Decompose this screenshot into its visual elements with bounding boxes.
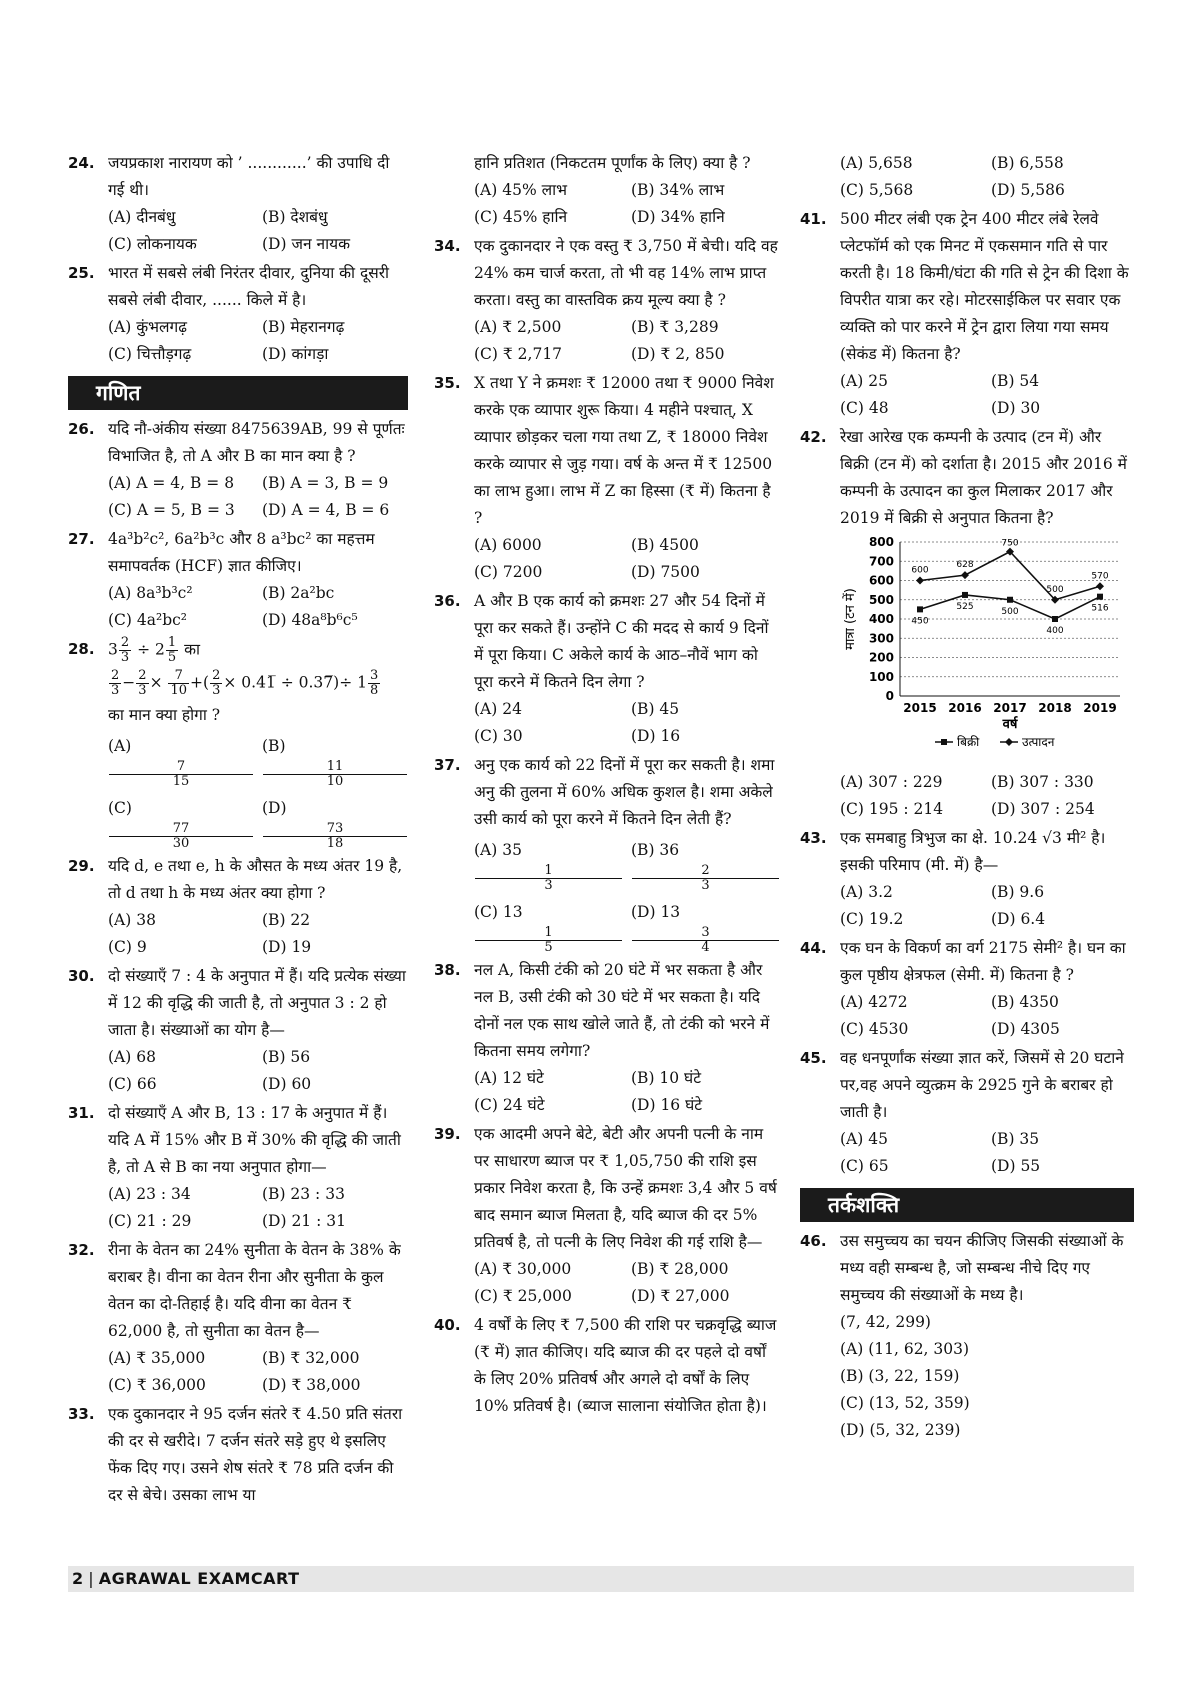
fraction bbox=[368, 669, 380, 698]
option-d: (D) 5,586 bbox=[991, 181, 1065, 199]
page-footer bbox=[68, 1566, 1134, 1592]
options bbox=[108, 470, 408, 524]
numerator: 2 bbox=[632, 864, 779, 879]
option-c: (C) 48 bbox=[840, 399, 889, 417]
option-b: (B) 307 : 330 bbox=[991, 773, 1094, 791]
question-number: 28. bbox=[68, 640, 95, 658]
denominator: 5 bbox=[167, 650, 177, 665]
fraction bbox=[475, 864, 622, 893]
numerator: 1 bbox=[475, 864, 622, 879]
fraction bbox=[475, 926, 622, 955]
fraction bbox=[109, 669, 121, 698]
question-number: 27. bbox=[68, 530, 95, 548]
option-label: (C) bbox=[108, 799, 132, 817]
series-point-square bbox=[962, 592, 968, 598]
option-c: (C) 4530 bbox=[840, 1020, 909, 1038]
question-34 bbox=[434, 233, 780, 368]
question-27 bbox=[68, 526, 408, 634]
option-c: (C) A = 5, B = 3 bbox=[108, 501, 235, 519]
denominator: 8 bbox=[370, 683, 379, 698]
option-d bbox=[262, 795, 408, 851]
option-c: (C) 65 bbox=[840, 1157, 889, 1175]
option-label: (D) bbox=[262, 799, 287, 817]
x-tick-label: 2016 bbox=[948, 701, 982, 715]
question-text: 4 वर्षों के लिए ₹ 7,500 की राशि पर चक्रवृद्धि ब्याज (₹ में) ज्ञात कीजिए। यदि ब्याज की दर पहले दो वर्षों के लिए 20% प्रतिवर्ष और अगले दो वर्षों के लिए 10% प्रतिवर्ष है। (ब्याज सालाना संयोजित होता है)। bbox=[474, 1316, 777, 1415]
option-a: (A) 307 : 229 bbox=[840, 773, 943, 791]
option-b: (B) A = 3, B = 9 bbox=[262, 474, 389, 492]
denominator: 10 bbox=[170, 683, 188, 698]
x-tick-label: 2018 bbox=[1038, 701, 1072, 715]
option-b bbox=[262, 733, 408, 789]
fraction bbox=[136, 669, 148, 698]
question-text: एक घन के विकर्ण का वर्ग 2175 सेमी² है। घन का कुल पृष्ठीय क्षेत्रफल (सेमी. में) कितना है ? bbox=[840, 939, 1126, 984]
column-2 bbox=[434, 150, 780, 1422]
question-31 bbox=[68, 1100, 408, 1235]
tail-text: का bbox=[184, 640, 201, 659]
option-d: (D) (5, 32, 239) bbox=[840, 1421, 961, 1439]
y-tick-label: 200 bbox=[868, 650, 894, 665]
numerator: 11 bbox=[263, 760, 407, 775]
y-tick-label: 700 bbox=[868, 554, 894, 569]
option-b: (B) ₹ 32,000 bbox=[262, 1349, 360, 1367]
question-text: एक आदमी अपने बेटे, बेटी और अपनी पत्नी के नाम पर साधारण ब्याज पर ₹ 1,05,750 की राशि इस प्रकार निवेश करता है, कि उन्हें क्रमशः 3,4 और 5 वर्ष बाद समान ब्याज मिलता है, यदि ब्याज की दर 5% प्रतिवर्ष है, तो पत्नी के लिए निवेश की गई राशि है— bbox=[474, 1125, 777, 1251]
fraction bbox=[263, 822, 407, 851]
numerator: 1 bbox=[167, 635, 177, 650]
question-40 bbox=[434, 1312, 780, 1420]
question-text: X तथा Y ने क्रमशः ₹ 12000 तथा ₹ 9000 निवेश करके एक व्यापार शुरू किया। 4 महीने पश्चात्, X व्यापार छोड़कर चला गया तथा Z, ₹ 18000 निवेश करके व्यापार से जुड़ गया। वर्ष के अन्त में ₹ 12500 का लाभ हुआ। लाभ में Z का हिस्सा (₹ में) कितना है ? bbox=[474, 374, 774, 527]
denominator: 3 bbox=[701, 878, 710, 893]
series-point-diamond bbox=[961, 571, 969, 579]
question-text: वह धनपूर्णांक संख्या ज्ञात करें, जिसमें से 20 घटाने पर,वह अपने व्युत्क्रम के 2925 गुने के बराबर हो जाती है। bbox=[840, 1049, 1124, 1121]
question-text: दो संख्याएँ A और B, 13 : 17 के अनुपात में हैं। यदि A में 15% और B में 30% की वृद्धि की जाती है, तो A से B का नया अनुपात होगा— bbox=[108, 1104, 401, 1176]
fraction bbox=[632, 864, 779, 893]
option-c: (C) 5,568 bbox=[840, 181, 914, 199]
denominator: 4 bbox=[701, 940, 710, 955]
question-text: जयप्रकाश नारायण को ’ ............’ की उपाधि दी गई थी। bbox=[108, 154, 390, 199]
option-a: (A) 6000 bbox=[474, 536, 542, 554]
option-a: (A) (11, 62, 303) bbox=[840, 1340, 970, 1358]
option-b: (B) 54 bbox=[991, 372, 1040, 390]
y-tick-label: 300 bbox=[868, 631, 894, 646]
question-number: 38. bbox=[434, 961, 461, 979]
option-a: (A) 23 : 34 bbox=[108, 1185, 191, 1203]
options bbox=[474, 1256, 780, 1310]
y-tick-label: 500 bbox=[868, 592, 894, 607]
fraction bbox=[109, 760, 253, 789]
series-point-square bbox=[1052, 616, 1058, 622]
numerator: 7 bbox=[109, 760, 253, 775]
y-axis-label: मात्रा (टन में) bbox=[843, 588, 858, 650]
option-b: (B) 4350 bbox=[991, 993, 1059, 1011]
question-text: यदि d, e तथा e, h के औसत के मध्य अंतर 19 है, तो d तथा h के मध्य अंतर क्या होगा ? bbox=[108, 857, 403, 902]
option-c: (C) 19.2 bbox=[840, 910, 904, 928]
option-d: (D) A = 4, B = 6 bbox=[262, 501, 390, 519]
options bbox=[840, 150, 1134, 204]
x-tick-label: 2017 bbox=[993, 701, 1027, 715]
question-text: यदि नौ-अंकीय संख्या 8475639AB, 99 से पूर्णतः विभाजित है, तो A और B का मान क्या है ? bbox=[108, 420, 405, 465]
question-45 bbox=[800, 1045, 1134, 1180]
question-text: नल A, किसी टंकी को 20 घंटे में भर सकता है और नल B, उसी टंकी को 30 घंटे में भर सकता है। यदि दोनों नल एक साथ खोले जाते हैं, तो टंकी को भरने में कितना समय लगेगा? bbox=[474, 961, 770, 1060]
option-b: (B) ₹ 3,289 bbox=[631, 318, 719, 336]
option-a: (A) 45% लाभ bbox=[474, 181, 568, 199]
option-b: (B) 4500 bbox=[631, 536, 699, 554]
question-number: 31. bbox=[68, 1104, 95, 1122]
question-number: 42. bbox=[800, 428, 827, 446]
line-chart bbox=[840, 534, 1134, 765]
question-text: अनु एक कार्य को 22 दिनों में पूरा कर सकती है। शमा अनु की तुलना में 60% अधिक कुशल है। शमा अकेले उसी कार्य को पूरा करने में कितने दिन लेती हैं? bbox=[474, 756, 775, 828]
option-c: (C) 7200 bbox=[474, 563, 543, 581]
option-a: (A) 68 bbox=[108, 1048, 156, 1066]
option-b: (B) 34% लाभ bbox=[631, 181, 725, 199]
question-text: 4a³b²c², 6a²b³c और 8 a³bc² का महत्तम समापवर्तक (HCF) ज्ञात कीजिए। bbox=[108, 530, 375, 575]
fraction bbox=[632, 926, 779, 955]
question-text: एक दुकानदार ने 95 दर्जन संतरे ₹ 4.50 प्रति संतरा की दर से खरीदे। 7 दर्जन संतरे सड़े हुए थे इसलिए फेंक दिए गए। उसने शेष संतरे ₹ 78 प्रति दर्जन की दर से बेचे। उसका लाभ या bbox=[108, 1405, 403, 1504]
data-label: 628 bbox=[956, 560, 974, 571]
option-b: (B) ₹ 28,000 bbox=[631, 1260, 729, 1278]
question-41 bbox=[800, 206, 1134, 422]
denominator: 5 bbox=[544, 940, 553, 955]
section-heading-reasoning: तर्कशक्ति bbox=[800, 1188, 1134, 1222]
question-37 bbox=[434, 752, 780, 955]
page-number: 2 bbox=[72, 1569, 84, 1588]
option-c: (C) ₹ 36,000 bbox=[108, 1376, 206, 1394]
numerator: 2 bbox=[212, 668, 221, 683]
question-number: 32. bbox=[68, 1241, 95, 1259]
options bbox=[840, 989, 1134, 1043]
line-chart-svg bbox=[840, 534, 1134, 756]
option-d: (D) 60 bbox=[262, 1075, 312, 1093]
option-a: (A) ₹ 35,000 bbox=[108, 1349, 206, 1367]
y-tick-label: 0 bbox=[885, 689, 894, 703]
option-c bbox=[108, 795, 254, 851]
question-number: 30. bbox=[68, 967, 95, 985]
series-line-1 bbox=[920, 552, 1100, 600]
fraction bbox=[119, 636, 131, 665]
option-b: (B) 56 bbox=[262, 1048, 311, 1066]
fraction bbox=[168, 669, 189, 698]
option-b: (B) 10 घंटे bbox=[631, 1069, 702, 1087]
question-number: 34. bbox=[434, 237, 461, 255]
option-b: (B) मेहरानगढ़ bbox=[262, 318, 345, 336]
question-expression-1 bbox=[108, 636, 408, 665]
question-number: 33. bbox=[68, 1405, 95, 1423]
option-a: (A) 4272 bbox=[840, 993, 908, 1011]
data-label: 750 bbox=[1001, 538, 1019, 549]
question-25 bbox=[68, 260, 408, 368]
option-a: (A) 25 bbox=[840, 372, 888, 390]
question-number: 36. bbox=[434, 592, 461, 610]
denominator: 3 bbox=[212, 683, 221, 698]
question-24 bbox=[68, 150, 408, 258]
numerator: 3 bbox=[632, 926, 779, 941]
option-d: (D) जन नायक bbox=[262, 235, 350, 253]
footer-separator: | bbox=[88, 1569, 94, 1588]
question-43 bbox=[800, 825, 1134, 933]
option-a: (A) 24 bbox=[474, 700, 522, 718]
question-text: एक समबाहु त्रिभुज का क्षे. 10.24 √3 मी² है। इसकी परिमाप (मी. में) है— bbox=[840, 829, 1106, 874]
options bbox=[108, 1044, 408, 1098]
denominator: 3 bbox=[138, 683, 147, 698]
option-d bbox=[631, 899, 780, 955]
numerator: 2 bbox=[120, 635, 130, 650]
series-point-square bbox=[1007, 597, 1013, 603]
data-label: 570 bbox=[1091, 571, 1109, 582]
options bbox=[840, 879, 1134, 933]
option-c: (C) 9 bbox=[108, 938, 147, 956]
question-text: रेखा आरेख एक कम्पनी के उत्पाद (टन में) और बिक्री (टन में) को दर्शाता है। 2015 और 2016 में कम्पनी के उत्पादन का कुल मिलाकर 2017 और 2019 में बिक्री से अनुपात कितना है? bbox=[840, 428, 1127, 527]
question-text: दो संख्याएँ 7 : 4 के अनुपात में हैं। यदि प्रत्येक संख्या में 12 की वृद्धि की जाती है, तो अनुपात 3 : 2 हो जाता है। संख्याओं का योग है— bbox=[108, 967, 406, 1039]
question-36 bbox=[434, 588, 780, 750]
question-39 bbox=[434, 1121, 780, 1310]
question-30 bbox=[68, 963, 408, 1098]
options bbox=[108, 204, 408, 258]
question-26 bbox=[68, 416, 408, 524]
option-c: (C) 24 घंटे bbox=[474, 1096, 545, 1114]
option-c: (C) लोकनायक bbox=[108, 235, 197, 253]
question-number: 24. bbox=[68, 154, 95, 172]
question-number: 29. bbox=[68, 857, 95, 875]
numerator: 7 bbox=[168, 669, 189, 684]
series-point-diamond bbox=[916, 577, 924, 585]
option-b bbox=[631, 837, 780, 893]
question-number: 40. bbox=[434, 1316, 461, 1334]
fraction bbox=[210, 669, 222, 698]
options bbox=[474, 314, 780, 368]
options bbox=[108, 907, 408, 961]
data-label: 500 bbox=[1001, 606, 1019, 617]
option-b: (B) 45 bbox=[631, 700, 680, 718]
numerator: 77 bbox=[109, 822, 253, 837]
option-d: (D) ₹ 27,000 bbox=[631, 1287, 730, 1305]
option-c: (C) ₹ 25,000 bbox=[474, 1287, 572, 1305]
operator: ÷ 1 bbox=[339, 673, 367, 692]
legend-label-sales: बिक्री bbox=[957, 735, 980, 749]
options bbox=[474, 177, 780, 231]
option-a: (A) 45 bbox=[840, 1130, 888, 1148]
question-number: 45. bbox=[800, 1049, 827, 1067]
option-a: (A) 12 घंटे bbox=[474, 1069, 544, 1087]
option-d: (D) 21 : 31 bbox=[262, 1212, 346, 1230]
option-d: (D) 19 bbox=[262, 938, 312, 956]
question-number: 44. bbox=[800, 939, 827, 957]
data-label: 516 bbox=[1091, 603, 1109, 614]
question-text: उस समुच्चय का चयन कीजिए जिसकी संख्याओं के मध्य वही सम्बन्ध है, जो सम्बन्ध नीचे दिए गए समुच्चय की संख्याओं के मध्य है। bbox=[840, 1232, 1124, 1304]
options bbox=[108, 314, 408, 368]
denominator: 3 bbox=[111, 683, 120, 698]
option-a: (A) 5,658 bbox=[840, 154, 913, 172]
option-b: (B) 23 : 33 bbox=[262, 1185, 345, 1203]
numerator: 3 bbox=[370, 668, 379, 683]
question-text: हानि प्रतिशत (निकटतम पूर्णांक के लिए) क्या है ? bbox=[474, 154, 751, 172]
x-tick-label: 2015 bbox=[903, 701, 937, 715]
options bbox=[474, 532, 780, 586]
option-a bbox=[474, 837, 623, 893]
question-number: 35. bbox=[434, 374, 461, 392]
brand-name: AGRAWAL EXAMCART bbox=[98, 1569, 300, 1588]
option-d: (D) 307 : 254 bbox=[991, 800, 1095, 818]
data-label: 600 bbox=[911, 565, 929, 576]
option-label: (A) bbox=[108, 737, 132, 755]
question-text: का मान क्या होगा ? bbox=[108, 706, 221, 724]
question-number: 46. bbox=[800, 1232, 827, 1250]
denominator: 18 bbox=[326, 836, 344, 851]
option-a: (A) 3.2 bbox=[840, 883, 893, 901]
question-44 bbox=[800, 935, 1134, 1043]
option-b: (B) 22 bbox=[262, 911, 311, 929]
data-label: 525 bbox=[956, 601, 974, 612]
option-b: (B) (3, 22, 159) bbox=[840, 1367, 960, 1385]
question-number: 39. bbox=[434, 1125, 461, 1143]
option-a: (A) ₹ 2,500 bbox=[474, 318, 562, 336]
options bbox=[474, 696, 780, 750]
question-46 bbox=[800, 1228, 1134, 1444]
fraction bbox=[109, 822, 253, 851]
options bbox=[108, 1345, 408, 1399]
option-a: (A) 8a³b³c² bbox=[108, 584, 193, 602]
question-expression-2: $\frac{2}{3}$ − $\frac{2}{3}$ × $\frac{7}{10}$ +( $\frac{2}{3}$ × 0.41̅ ÷ 0.37̅)÷ 1 $\frac{3}{8}$ bbox=[111, 668, 379, 698]
option-a: (A) ₹ 30,000 bbox=[474, 1260, 572, 1278]
option-d: (D) 55 bbox=[991, 1157, 1041, 1175]
option-c: (C) 21 : 29 bbox=[108, 1212, 192, 1230]
fraction bbox=[166, 636, 178, 665]
options bbox=[108, 733, 408, 851]
option-d: (D) 48a⁸b⁶c⁵ bbox=[262, 611, 358, 629]
option-a: (A) A = 4, B = 8 bbox=[108, 474, 235, 492]
question-text: भारत में सबसे लंबी निरंतर दीवार, दुनिया की दूसरी सबसे लंबी दीवार, ...... किले में है। bbox=[108, 264, 390, 309]
option-a: (A) कुंभलगढ़ bbox=[108, 318, 187, 336]
options bbox=[840, 1126, 1134, 1180]
operator: + bbox=[190, 673, 204, 692]
question-40-options bbox=[800, 150, 1134, 204]
y-tick-label: 400 bbox=[868, 612, 894, 626]
denominator: 10 bbox=[326, 774, 344, 789]
legend-marker-production bbox=[1005, 738, 1013, 746]
option-a: (A) 38 bbox=[108, 911, 156, 929]
question-33-continued bbox=[434, 150, 780, 231]
numerator: 2 bbox=[138, 668, 147, 683]
option-d: (D) 4305 bbox=[991, 1020, 1060, 1038]
question-number: 37. bbox=[434, 756, 461, 774]
question-38 bbox=[434, 957, 780, 1119]
y-tick-label: 800 bbox=[868, 535, 894, 549]
option-b: (B) 35 bbox=[991, 1130, 1040, 1148]
option-a bbox=[108, 733, 254, 789]
option-c: (C) 4a²bc² bbox=[108, 611, 188, 629]
data-label: 400 bbox=[1046, 626, 1064, 636]
question-number: 41. bbox=[800, 210, 827, 228]
column-3 bbox=[800, 150, 1134, 1446]
numerator: 73 bbox=[263, 822, 407, 837]
option-d: (D) ₹ 38,000 bbox=[262, 1376, 361, 1394]
operator-text: ÷ 2 bbox=[137, 640, 165, 659]
option-c: (C) (13, 52, 359) bbox=[840, 1394, 970, 1412]
operator: × 0.41̅ ÷ 0.37̅ bbox=[223, 673, 334, 692]
question-text: 500 मीटर लंबी एक ट्रेन 400 मीटर लंबे रेलवे प्लेटफॉर्म को एक मिनट में एकसमान गति से पार करती है। 18 किमी/घंटा की गति से ट्रेन की दिशा के विपरीत यात्रा कर रहे। मोटरसाईकिल पर सवार एक व्यक्ति को पार करने में ट्रेन द्वारा लिया गया समय (सेकंड में) कितना है? bbox=[840, 210, 1129, 363]
series-point-square bbox=[917, 606, 923, 612]
option-d: (D) ₹ 2, 850 bbox=[631, 345, 725, 363]
option-d: (D) 16 घंटे bbox=[631, 1096, 703, 1114]
option-b: (B) देशबंधु bbox=[262, 208, 328, 226]
option-a: (A) दीनबंधु bbox=[108, 208, 176, 226]
y-tick-label: 100 bbox=[868, 669, 894, 684]
question-32 bbox=[68, 1237, 408, 1399]
fraction bbox=[263, 760, 407, 789]
option-c bbox=[474, 899, 623, 955]
question-number: 26. bbox=[68, 420, 95, 438]
option-b: (B) 2a²bc bbox=[262, 584, 335, 602]
question-42 bbox=[800, 424, 1134, 823]
question-33 bbox=[68, 1401, 408, 1509]
question-text: रीना के वेतन का 24% सुनीता के वेतन के 38% के बराबर है। वीना का वेतन रीना और सुनीता के कुल वेतन का दो-तिहाई है। यदि वीना का वेतन ₹ 62,000 है, तो सुनीता का वेतन है— bbox=[108, 1241, 401, 1340]
option-c: (C) ₹ 2,717 bbox=[474, 345, 563, 363]
column-1 bbox=[68, 150, 408, 1511]
option-label: (B) 36 bbox=[631, 841, 680, 859]
y-tick-label: 600 bbox=[868, 573, 894, 588]
option-c: (C) 66 bbox=[108, 1075, 157, 1093]
option-b: (B) 6,558 bbox=[991, 154, 1064, 172]
question-number: 43. bbox=[800, 829, 827, 847]
options bbox=[108, 580, 408, 634]
numerator: 1 bbox=[475, 926, 622, 941]
option-d: (D) 16 bbox=[631, 727, 681, 745]
option-d: (D) 7500 bbox=[631, 563, 700, 581]
legend-label-production: उत्पादन bbox=[1022, 735, 1055, 749]
series-point-square bbox=[1097, 594, 1103, 600]
data-label: 450 bbox=[911, 616, 929, 627]
option-d: (D) कांगड़ा bbox=[262, 345, 329, 363]
question-28 bbox=[68, 636, 408, 851]
question-text: A और B एक कार्य को क्रमशः 27 और 54 दिनों में पूरा कर सकते हैं। उन्होंने C की मदद से कार्य 9 दिनों में पूरा किया। C अकेले कार्य के आठ–नौवें भाग को पूरा करने में कितने दिन लेगा ? bbox=[474, 592, 769, 691]
mixed-whole: 3 bbox=[108, 640, 118, 659]
numerator: 2 bbox=[111, 668, 120, 683]
denominator: 3 bbox=[120, 650, 130, 665]
option-label: (D) 13 bbox=[631, 903, 681, 921]
data-label: 500 bbox=[1046, 584, 1064, 595]
section-heading-math: गणित bbox=[68, 376, 408, 410]
option-label: (A) 35 bbox=[474, 841, 522, 859]
question-text: एक दुकानदार ने एक वस्तु ₹ 3,750 में बेची। यदि वह 24% कम चार्ज करता, तो भी वह 14% लाभ प्राप्त करता। वस्तु का वास्तविक क्रय मूल्य क्या है ? bbox=[474, 237, 778, 309]
option-label: (C) 13 bbox=[474, 903, 523, 921]
denominator: 15 bbox=[172, 774, 190, 789]
x-axis-label: वर्ष bbox=[1002, 717, 1018, 732]
operator: × bbox=[149, 673, 168, 692]
option-d: (D) 6.4 bbox=[991, 910, 1046, 928]
question-number: 25. bbox=[68, 264, 95, 282]
options bbox=[474, 837, 780, 955]
option-b: (B) 9.6 bbox=[991, 883, 1045, 901]
option-c: (C) 30 bbox=[474, 727, 523, 745]
option-d: (D) 30 bbox=[991, 399, 1041, 417]
option-c: (C) चित्तौड़गढ़ bbox=[108, 345, 192, 363]
denominator: 3 bbox=[544, 878, 553, 893]
question-35 bbox=[434, 370, 780, 586]
options bbox=[108, 1181, 408, 1235]
question-29 bbox=[68, 853, 408, 961]
x-tick-label: 2019 bbox=[1083, 701, 1117, 715]
option-c: (C) 45% हानि bbox=[474, 208, 568, 226]
option-c: (C) 195 : 214 bbox=[840, 800, 944, 818]
options bbox=[840, 368, 1134, 422]
option-d: (D) 34% हानि bbox=[631, 208, 725, 226]
legend-marker-sales bbox=[941, 739, 947, 745]
denominator: 30 bbox=[172, 836, 190, 851]
options bbox=[474, 1065, 780, 1119]
given-set: (7, 42, 299) bbox=[840, 1313, 931, 1331]
series-point-diamond bbox=[1096, 582, 1104, 590]
options bbox=[840, 769, 1134, 823]
option-label: (B) bbox=[262, 737, 286, 755]
